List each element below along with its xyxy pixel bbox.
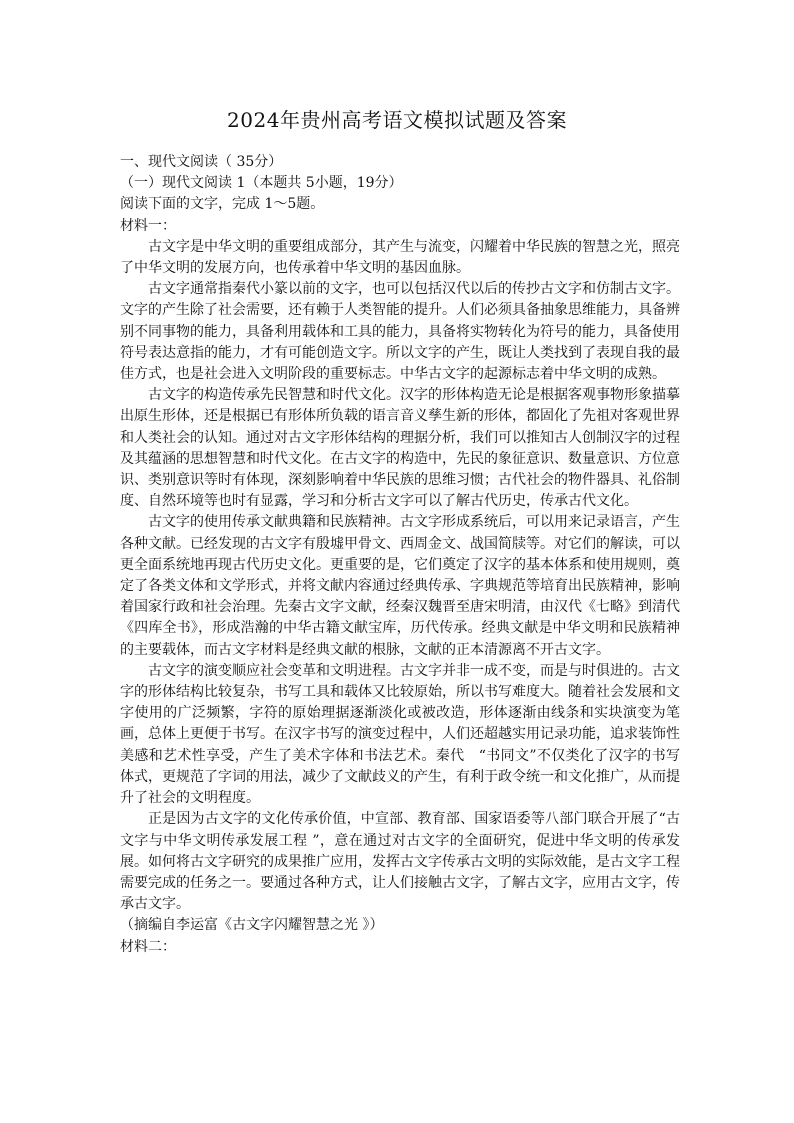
page-title: 2024年贵州高考语文模拟试题及答案 — [227, 108, 567, 132]
paragraph: 古文字的构造传承先民智慧和时代文化。汉字的形体构造无论是根据客观事物形象描摹出原生形体，还是根据已有形体所负载的语言音义孳生新的形体，都固化了先祖对客观世界和人类社会的认知。通过对古文字形体结构的理据分析，我们可以推知古人创制汉字的过程及其蕴涵的思想智慧和时代文化。在古文字的构造中，先民的象征意识、数量意识、方位意识、类别意识等时有体现，深刻影响着中华民族的思维习惯；古代社会的物件器具、礼俗制度、自然环境等也时有显露，学习和分析古文字可以了解古代历史，传承古代文化。 — [120, 387, 680, 510]
paragraph: 正是因为古文字的文化传承价值，中宣部、教育部、国家语委等八部门联合开展了“古文字与中华文明传承发展工程 ”，意在通过对古文字的全面研究，促进中华文明的传承发展。如何将古文字研究的成果推广应用，发挥古文字传承古文明的实际效能，是古文字工程需要完成的任务之一。要通过各种方式，让人们接触古文字，了解古文字，应用古文字，传承古文字。 — [120, 811, 680, 913]
material-label: 材料一： — [120, 217, 176, 234]
paragraph: 古文字的使用传承文献典籍和民族精神。古文字形成系统后，可以用来记录语言，产生各种文献。已经发现的古文字有殷墟甲骨文、西周金文、战国简牍等。对它们的解读，可以更全面系统地再现古代历史文化。更重要的是，它们奠定了汉字的基本体系和使用规则，奠定了各类文体和文学形式，并将文献内容通过经典传承、字典规范等培育出民族精神，影响着国家行政和社会治理。先秦古文字文献，经秦汉魏晋至唐宋明清，由汉代《七略》到清代《四库全书》，形成浩瀚的中华古籍文献宝库，历代传承。经典文献是中华文明和民族精神的主要载体，而古文字材料是经典文献的根脉，文献的正本清源离不开古文字。 — [120, 514, 680, 658]
document-body — [120, 152, 680, 958]
material-label: 材料二： — [120, 938, 176, 955]
section-heading: 一、现代文阅读（ 35分） — [120, 154, 283, 170]
subsection-heading: （一）现代文阅读 1（本题共 5小题，19分） — [120, 175, 403, 192]
paragraph: 古文字的演变顺应社会变革和文明进程。古文字并非一成不变，而是与时俱进的。古文字的形体结构比较复杂，书写工具和载体又比较原始，所以书写难度大。随着社会发展和文字使用的广泛频繁，字符的原始理据逐渐淡化或被改造，形体逐渐由线条和实块演变为笔画，总体上更便于书写。在汉字书写的演变过程中，人们还超越实用记录功能，追求装饰性美感和艺术性享受，产生了美术字体和书法艺术。秦代 “书同文”不仅类化了汉字的书写体式，更规范了字词的用法，减少了文献歧义的产生，有利于政令统一和文化推广，从而提升了社会的文明程度。 — [120, 662, 680, 807]
paragraph: 古文字是中华文明的重要组成部分，其产生与流变，闪耀着中华民族的智慧之光，照亮了中华文明的发展方向，也传承着中华文明的基因血脉。 — [120, 238, 680, 277]
source-citation: （摘编自李运富《古文字闪耀智慧之光 》） — [120, 917, 384, 934]
instruction-text: 阅读下面的文字，完成 1～5题。 — [120, 196, 325, 213]
paragraph: 古文字通常指秦代小篆以前的文字，也可以包括汉代以后的传抄古文字和仿制古文字。文字的产生除了社会需要，还有赖于人类智能的提升。人们必须具备抽象思维能力，具备辨别不同事物的能力，具备利用载体和工具的能力，具备将实物转化为符号的能力，具备使用符号表达意指的能力，才有可能创造文字。所以文字的产生，既让人类找到了表现自我的最佳方式，也是社会进入文明阶段的重要标志。中华古文字的起源标志着中华文明的成熟。 — [120, 281, 680, 383]
